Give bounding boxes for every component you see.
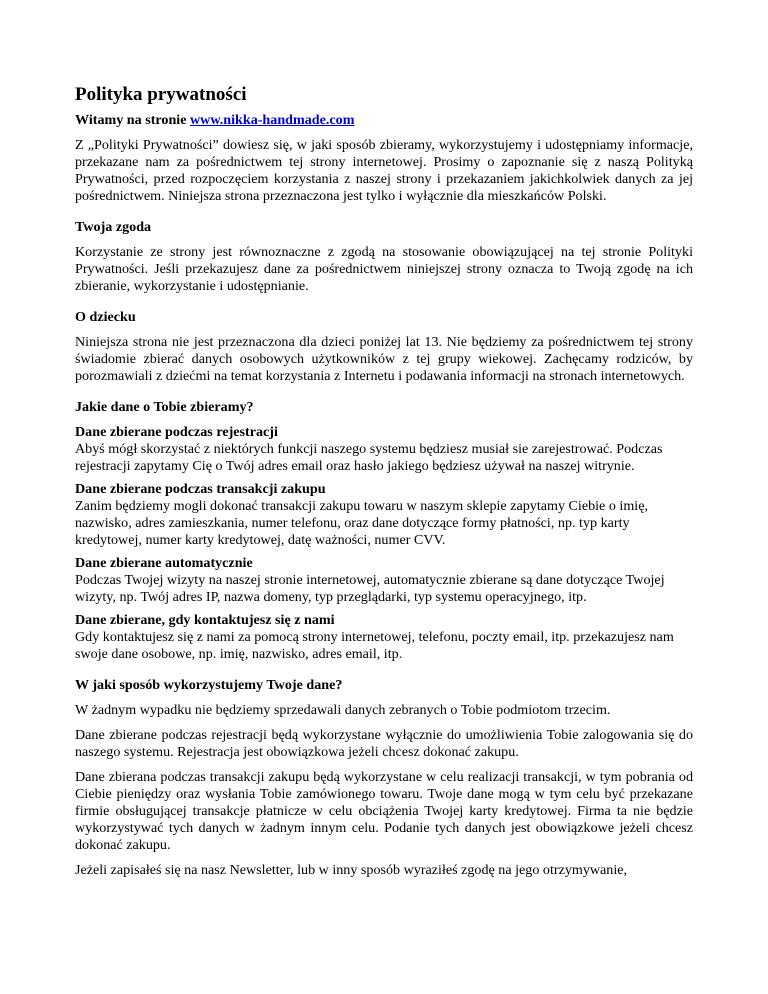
collected-item-text: Podczas Twojej wizyty na naszej stronie internetowej, automatycznie zbierane są dane dotyczące Twojej wizyty, np. Twój adres IP, nazwa domeny, typ przeglądarki, typ systemu operacyjnego, itp. xyxy=(75,572,665,605)
page-title: Polityka prywatności xyxy=(75,84,247,105)
collected-item-text: Gdy kontaktujesz się z nami za pomocą strony internetowej, telefonu, poczty email, itp. przekazujesz nam swoje dane osobowe, np. imię, nazwisko, adres email, itp. xyxy=(75,629,674,662)
website-link[interactable]: www.nikka-handmade.com xyxy=(189,112,355,128)
consent-paragraph: Korzystanie ze strony jest równoznaczne z zgodą na stosowanie obowiązującej na tej stronie Polityki Prywatności. Jeśli przekazujesz dane za pośrednictwem niniejszej strony oznacza to Twoją zgodę na ich zbieranie, wykorzystanie i udostępnianie. xyxy=(75,244,693,294)
usage-paragraph: Dane zbierane podczas rejestracji będą wykorzystane wyłącznie do umożliwienia Tobie zalogowania się do naszego systemu. Rejestracja jest obowiązkowa jeżeli chcesz dokonać zakupu. xyxy=(75,727,693,760)
welcome-prefix: Witamy na stronie xyxy=(75,112,190,128)
collected-item-text: Zanim będziemy mogli dokonać transakcji zakupu towaru w naszym sklepie zapytamy Ciebie o imię, nazwisko, adres zamieszkania, numer telefonu, oraz dane dotyczące formy płatności, np. typ karty kredytowej, numer karty kredytowej, datę ważności, numer CVV. xyxy=(75,498,648,548)
usage-paragraph: Dane zbierana podczas transakcji zakupu będą wykorzystane w celu realizacji transakcji, w tym pobrania od Ciebie pieniędzy oraz wysłania Tobie zamówionego towaru. Twoje dane mogą w tym celu być przekazane firmie obsługującej transakcje płatnicze w celu obciążenia Twojej karty kredytowej. Firma ta nie będzie wykorzystywać tych danych w żadnym innym celu. Podanie tych danych jest obowiązkowe jeżeli chcesz dokonać zakupu. xyxy=(75,769,693,853)
consent-heading: Twoja zgoda xyxy=(75,219,152,235)
collected-item-registration xyxy=(75,424,693,475)
usage-paragraph: Jeżeli zapisałeś się na nasz Newsletter, lub w inny sposób wyraziłeś zgodę na jego otrzymywanie, xyxy=(75,862,628,878)
collected-item-text: Abyś mógł skorzystać z niektórych funkcji naszego systemu będziesz musiał sie zarejestrować. Podczas rejestracji zapytamy Cię o Twój adres email oraz hasło jakiego będziesz używał na naszej witrynie. xyxy=(75,441,663,474)
collected-item-title: Dane zbierane podczas transakcji zakupu xyxy=(75,481,326,497)
usage-heading: W jaki sposób wykorzystujemy Twoje dane? xyxy=(75,677,343,693)
child-paragraph: Niniejsza strona nie jest przeznaczona dla dzieci poniżej lat 13. Nie będziemy za pośrednictwem tej strony świadomie zbierać danych osobowych użytkowników z tej grupy wiekowej. Zachęcamy rodziców, by porozmawiali z dziećmi na temat korzystania z Internetu i podawania informacji na stronach internetowych. xyxy=(75,334,693,384)
collected-item-purchase xyxy=(75,481,693,549)
usage-paragraph: W żadnym wypadku nie będziemy sprzedawali danych zebranych o Tobie podmiotom trzecim. xyxy=(75,702,611,718)
collected-item-title: Dane zbierane automatycznie xyxy=(75,555,253,571)
collected-item-contact xyxy=(75,612,693,663)
welcome-line xyxy=(75,112,693,129)
collected-item-title: Dane zbierane podczas rejestracji xyxy=(75,424,278,440)
collected-item-title: Dane zbierane, gdy kontaktujesz się z nami xyxy=(75,612,335,628)
collected-item-automatic xyxy=(75,555,693,606)
collected-heading: Jakie dane o Tobie zbieramy? xyxy=(75,399,254,415)
child-heading: O dziecku xyxy=(75,309,136,325)
document-content xyxy=(75,84,693,887)
intro-paragraph: Z „Polityki Prywatności” dowiesz się, w jaki sposób zbieramy, wykorzystujemy i udostępniamy informacje, przekazane nam za pośrednictwem tej strony internetowej. Prosimy o zapoznanie się z naszą Polityką Prywatności, przed rozpoczęciem korzystania z naszej strony i przekazaniem jakichkolwiek danych za jej pośrednictwem. Niniejsza strona przeznaczona jest tylko i wyłącznie dla mieszkańców Polski. xyxy=(75,137,693,204)
